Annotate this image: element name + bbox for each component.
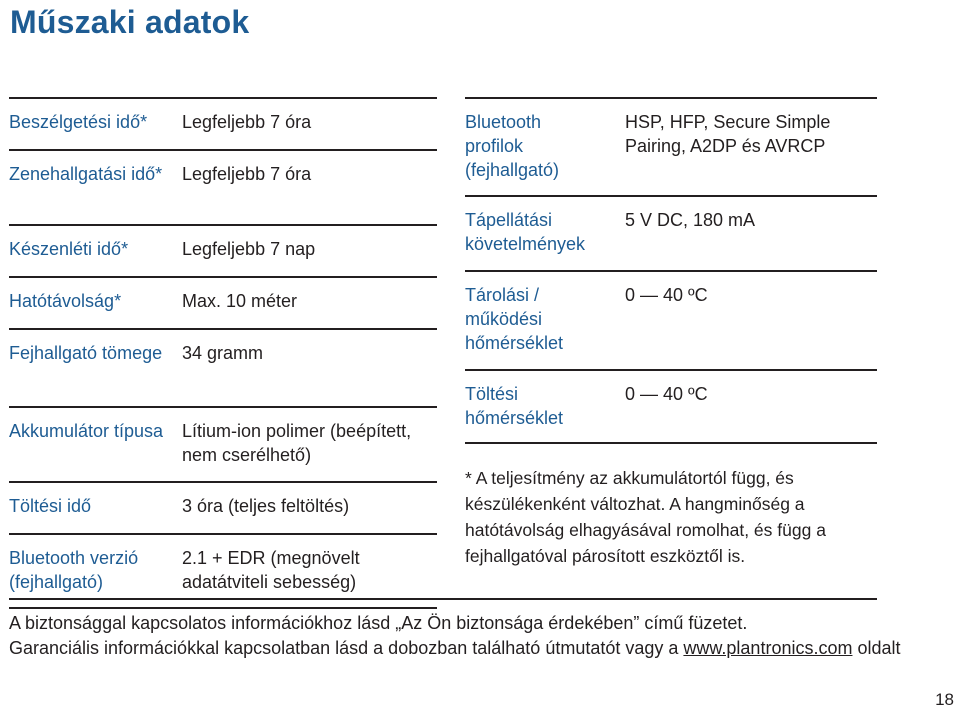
spec-value: 2.1 + EDR (megnövelt adatátviteli sebesség) xyxy=(182,548,360,592)
spec-value: 34 gramm xyxy=(182,343,264,363)
footer-line-suffix: oldalt xyxy=(852,638,901,658)
spec-table-left xyxy=(9,97,437,609)
spec-label: Töltési idő xyxy=(9,496,92,516)
footer-line-warranty xyxy=(9,636,959,661)
spec-value: Legfeljebb 7 óra xyxy=(182,112,312,132)
page-title: Műszaki adatok xyxy=(10,4,250,40)
footer-line-prefix: Garanciális információkkal kapcsolatban lásd a dobozban található útmutatót vagy a xyxy=(9,638,684,658)
spec-label: Bluetooth profilok (fejhallgató) xyxy=(465,112,560,180)
plantronics-link[interactable]: www.plantronics.com xyxy=(683,638,853,658)
spec-label: Hatótávolság* xyxy=(9,291,122,311)
spec-label: Zenehallgatási idő* xyxy=(9,164,163,184)
spec-label: Bluetooth verzió (fejhallgató) xyxy=(9,548,139,592)
spec-value: 0 — 40 ºC xyxy=(625,384,708,404)
table-row xyxy=(465,270,877,369)
spec-value: HSP, HFP, Secure Simple Pairing, A2DP és AVRCP xyxy=(625,112,831,156)
footer-line-safety: A biztonsággal kapcsolatos információkhoz lásd „Az Ön biztonsága érdekében” című füzetet. xyxy=(9,613,748,633)
spec-table-right xyxy=(465,97,877,444)
spec-label: Akkumulátor típusa xyxy=(9,421,164,441)
spec-label: Beszélgetési idő* xyxy=(9,112,148,132)
spec-label: Tápellátási követelmények xyxy=(465,210,586,254)
table-row xyxy=(465,97,877,195)
page-number: 18 xyxy=(935,690,954,709)
table-row xyxy=(9,481,437,533)
table-row xyxy=(9,97,437,149)
footer-divider xyxy=(9,598,877,600)
spec-value: 3 óra (teljes feltöltés) xyxy=(182,496,350,516)
table-row xyxy=(9,406,437,481)
footnote: * A teljesítmény az akkumulátortól függ, és készülékenként változhat. A hangminőség a hatótávolság elhagyásával romolhat, és függ a fejhallgatóval párosított eszköztől is. xyxy=(465,468,826,566)
spec-value: 0 — 40 ºC xyxy=(625,285,708,305)
spec-value: 5 V DC, 180 mA xyxy=(625,210,756,230)
spec-label: Készenléti idő* xyxy=(9,239,129,259)
spec-label: Fejhallgató tömege xyxy=(9,343,163,363)
spec-label: Tárolási / működési hőmérséklet xyxy=(465,285,564,353)
spec-value: Max. 10 méter xyxy=(182,291,298,311)
spec-label: Töltési hőmérséklet xyxy=(465,384,564,428)
spec-value: Lítium-ion polimer (beépített, nem cserélhető) xyxy=(182,421,412,465)
table-row xyxy=(465,195,877,270)
spec-value: Legfeljebb 7 nap xyxy=(182,239,316,259)
table-row xyxy=(9,276,437,328)
table-row xyxy=(465,369,877,444)
spec-value: Legfeljebb 7 óra xyxy=(182,164,312,184)
table-row xyxy=(9,149,437,224)
table-row xyxy=(9,328,437,406)
footer-text xyxy=(9,611,959,661)
table-row xyxy=(9,224,437,276)
